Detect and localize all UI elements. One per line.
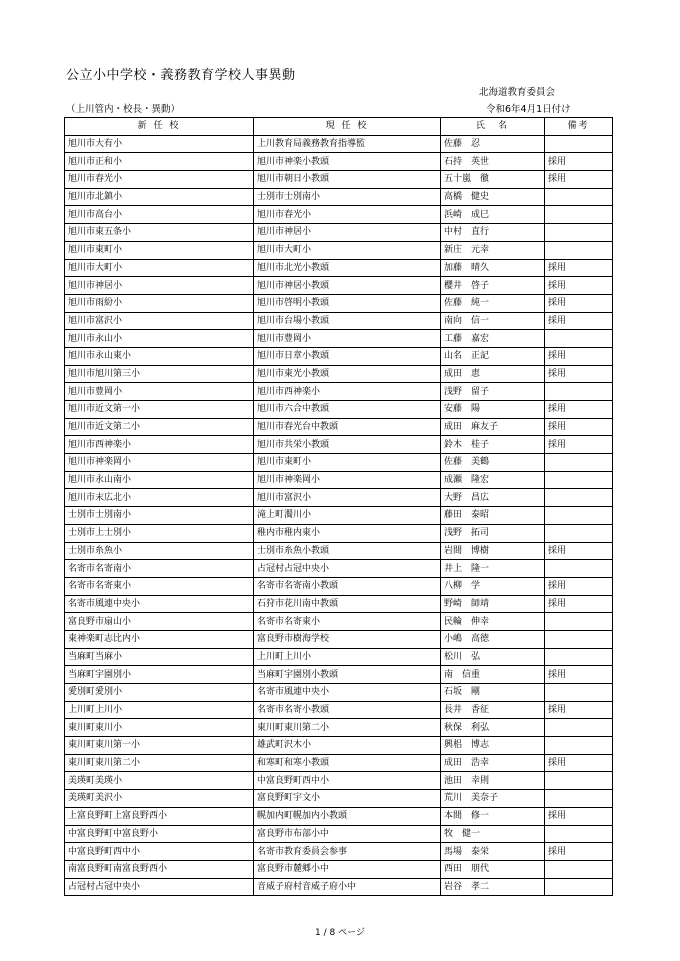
cell-current-school: 当麻町宇園別小教頭 <box>254 666 441 684</box>
cell-name: 大野 昌広 <box>441 489 545 507</box>
effective-date: 令和6年4月1日付け <box>486 104 571 115</box>
cell-remarks: 採用 <box>545 542 613 560</box>
cell-current-school: 旭川市朝日小教頭 <box>254 171 441 189</box>
column-header-current-school: 現 任 校 <box>254 118 441 136</box>
cell-name: 興梠 博志 <box>441 737 545 755</box>
cell-remarks <box>545 772 613 790</box>
cell-remarks: 採用 <box>545 277 613 295</box>
table-row <box>65 754 613 772</box>
table-row <box>65 365 613 383</box>
cell-current-school: 雄武町沢木小 <box>254 737 441 755</box>
cell-remarks: 採用 <box>545 418 613 436</box>
cell-name: 鈴木 桂子 <box>441 436 545 454</box>
cell-new-school: 東神楽町志比内小 <box>65 630 254 648</box>
cell-remarks: 採用 <box>545 153 613 171</box>
cell-name: 工藤 嘉宏 <box>441 330 545 348</box>
cell-name: 石坂 剛 <box>441 684 545 702</box>
table-row <box>65 224 613 242</box>
cell-current-school: 士別市糸魚小教頭 <box>254 542 441 560</box>
cell-new-school: 旭川市東町小 <box>65 241 254 259</box>
table-row <box>65 153 613 171</box>
cell-current-school: 名寄市名寄東小 <box>254 613 441 631</box>
cell-new-school: 士別市糸魚小 <box>65 542 254 560</box>
cell-new-school: 東川町東川第一小 <box>65 737 254 755</box>
cell-new-school: 中富良野町中富良野小 <box>65 825 254 843</box>
table-header-row <box>65 118 613 136</box>
page-number: 1 / 8 ページ <box>315 928 365 938</box>
cell-remarks: 採用 <box>545 294 613 312</box>
cell-current-school: 音威子府村音威子府小中 <box>254 878 441 896</box>
subtitle: （上川管内・校長・異動） <box>66 104 181 115</box>
cell-remarks: 採用 <box>545 843 613 861</box>
cell-current-school: 旭川市富沢小 <box>254 489 441 507</box>
table-row <box>65 294 613 312</box>
cell-remarks: 採用 <box>545 312 613 330</box>
cell-name: 櫻井 啓子 <box>441 277 545 295</box>
cell-name: 岩谷 孝二 <box>441 878 545 896</box>
table-row <box>65 241 613 259</box>
cell-remarks: 採用 <box>545 754 613 772</box>
cell-new-school: 名寄市風連中央小 <box>65 595 254 613</box>
cell-remarks <box>545 241 613 259</box>
cell-new-school: 当麻町宇園別小 <box>65 666 254 684</box>
table-row <box>65 401 613 419</box>
cell-name: 西田 朋代 <box>441 860 545 878</box>
cell-new-school: 占冠村占冠中央小 <box>65 878 254 896</box>
table-row <box>65 471 613 489</box>
cell-remarks <box>545 524 613 542</box>
table-row <box>65 188 613 206</box>
cell-remarks: 採用 <box>545 171 613 189</box>
cell-name: 佐藤 美鶴 <box>441 454 545 472</box>
cell-name: 安藤 陽 <box>441 401 545 419</box>
cell-name: 五十嵐 徹 <box>441 171 545 189</box>
cell-name: 小嶋 高徳 <box>441 630 545 648</box>
cell-remarks <box>545 454 613 472</box>
table-row <box>65 595 613 613</box>
cell-current-school: 旭川市神居小 <box>254 224 441 242</box>
cell-new-school: 上川町上川小 <box>65 701 254 719</box>
table-row <box>65 542 613 560</box>
cell-remarks <box>545 206 613 224</box>
cell-current-school: 旭川市大町小 <box>254 241 441 259</box>
table-row <box>65 507 613 525</box>
table-row <box>65 772 613 790</box>
cell-new-school: 美瑛町美瑛小 <box>65 772 254 790</box>
cell-name: 野崎 師靖 <box>441 595 545 613</box>
cell-new-school: 旭川市末広北小 <box>65 489 254 507</box>
cell-current-school: 滝上町濁川小 <box>254 507 441 525</box>
cell-current-school: 名寄市名寄小教頭 <box>254 701 441 719</box>
table-row <box>65 719 613 737</box>
cell-remarks: 採用 <box>545 347 613 365</box>
cell-name: 松川 弘 <box>441 648 545 666</box>
column-header-name: 氏 名 <box>441 118 545 136</box>
cell-new-school: 旭川市永山南小 <box>65 471 254 489</box>
cell-current-school: 稚内市稚内東小 <box>254 524 441 542</box>
cell-new-school: 旭川市永山小 <box>65 330 254 348</box>
cell-remarks <box>545 135 613 153</box>
table-row <box>65 206 613 224</box>
cell-name: 成田 麻友子 <box>441 418 545 436</box>
cell-remarks <box>545 613 613 631</box>
cell-current-school: 占冠村占冠中央小 <box>254 560 441 578</box>
cell-current-school: 旭川市東町小 <box>254 454 441 472</box>
table-row <box>65 436 613 454</box>
cell-name: 石持 英世 <box>441 153 545 171</box>
cell-remarks <box>545 489 613 507</box>
cell-remarks <box>545 878 613 896</box>
cell-current-school: 旭川市神楽岡小 <box>254 471 441 489</box>
cell-new-school: 南富良野町南富良野西小 <box>65 860 254 878</box>
cell-new-school: 旭川市雨紛小 <box>65 294 254 312</box>
cell-remarks: 採用 <box>545 401 613 419</box>
cell-new-school: 旭川市永山東小 <box>65 347 254 365</box>
cell-remarks <box>545 684 613 702</box>
cell-current-school: 中富良野町西中小 <box>254 772 441 790</box>
table-row <box>65 135 613 153</box>
cell-current-school: 旭川市東光小教頭 <box>254 365 441 383</box>
cell-new-school: 東川町東川第二小 <box>65 754 254 772</box>
table-row <box>65 171 613 189</box>
cell-name: 佐藤 純一 <box>441 294 545 312</box>
cell-current-school: 旭川市六合中教頭 <box>254 401 441 419</box>
column-header-remarks: 備考 <box>545 118 613 136</box>
cell-remarks <box>545 383 613 401</box>
cell-remarks <box>545 860 613 878</box>
cell-name: 荒川 美奈子 <box>441 790 545 808</box>
cell-current-school: 富良野町宇文小 <box>254 790 441 808</box>
table-row <box>65 524 613 542</box>
cell-name: 浅野 拓司 <box>441 524 545 542</box>
cell-name: 長井 香征 <box>441 701 545 719</box>
cell-new-school: 名寄市名寄東小 <box>65 577 254 595</box>
cell-current-school: 旭川市啓明小教頭 <box>254 294 441 312</box>
table-row <box>65 418 613 436</box>
cell-name: 佐藤 忍 <box>441 135 545 153</box>
cell-new-school: 旭川市近文第二小 <box>65 418 254 436</box>
table-row <box>65 790 613 808</box>
cell-name: 本間 修一 <box>441 807 545 825</box>
cell-new-school: 旭川市神居小 <box>65 277 254 295</box>
cell-current-school: 石狩市花川南中教頭 <box>254 595 441 613</box>
cell-remarks <box>545 648 613 666</box>
table-row <box>65 737 613 755</box>
cell-current-school: 名寄市風連中央小 <box>254 684 441 702</box>
cell-new-school: 旭川市大有小 <box>65 135 254 153</box>
cell-new-school: 旭川市富沢小 <box>65 312 254 330</box>
cell-new-school: 旭川市旭川第三小 <box>65 365 254 383</box>
table-row <box>65 701 613 719</box>
cell-remarks <box>545 560 613 578</box>
cell-name: 高橋 健史 <box>441 188 545 206</box>
cell-current-school: 富良野市樹海学校 <box>254 630 441 648</box>
cell-remarks: 採用 <box>545 807 613 825</box>
cell-new-school: 旭川市西神楽小 <box>65 436 254 454</box>
cell-new-school: 当麻町当麻小 <box>65 648 254 666</box>
cell-remarks <box>545 630 613 648</box>
table-row <box>65 347 613 365</box>
cell-name: 中村 直行 <box>441 224 545 242</box>
cell-new-school: 旭川市正和小 <box>65 153 254 171</box>
table-row <box>65 454 613 472</box>
cell-name: 井上 隆一 <box>441 560 545 578</box>
table-row <box>65 843 613 861</box>
cell-name: 浜崎 成巳 <box>441 206 545 224</box>
table-row <box>65 878 613 896</box>
table-row <box>65 860 613 878</box>
cell-new-school: 上富良野町上富良野西小 <box>65 807 254 825</box>
table-row <box>65 630 613 648</box>
table-body <box>65 135 613 896</box>
cell-current-school: 旭川市西神楽小 <box>254 383 441 401</box>
cell-name: 八柳 学 <box>441 577 545 595</box>
table-row <box>65 259 613 277</box>
cell-current-school: 旭川市北光小教頭 <box>254 259 441 277</box>
cell-new-school: 旭川市豊岡小 <box>65 383 254 401</box>
cell-remarks: 採用 <box>545 436 613 454</box>
cell-new-school: 旭川市大町小 <box>65 259 254 277</box>
table-row <box>65 383 613 401</box>
cell-name: 山名 正記 <box>441 347 545 365</box>
cell-name: 馬場 泰栄 <box>441 843 545 861</box>
cell-current-school: 旭川市春光小 <box>254 206 441 224</box>
cell-current-school: 旭川市豊岡小 <box>254 330 441 348</box>
cell-current-school: 富良野市麓郷小中 <box>254 860 441 878</box>
cell-remarks <box>545 790 613 808</box>
cell-name: 成田 恵 <box>441 365 545 383</box>
table-row <box>65 684 613 702</box>
cell-name: 南向 信一 <box>441 312 545 330</box>
cell-remarks <box>545 224 613 242</box>
cell-current-school: 旭川市神居小教頭 <box>254 277 441 295</box>
cell-current-school: 上川教育局義務教育指導監 <box>254 135 441 153</box>
cell-remarks <box>545 471 613 489</box>
cell-name: 藤田 泰昭 <box>441 507 545 525</box>
cell-remarks: 採用 <box>545 701 613 719</box>
cell-new-school: 旭川市東五条小 <box>65 224 254 242</box>
cell-current-school: 和寒町和寒小教頭 <box>254 754 441 772</box>
cell-current-school: 名寄市教育委員会参事 <box>254 843 441 861</box>
cell-name: 新庄 元幸 <box>441 241 545 259</box>
cell-current-school: 富良野市布部小中 <box>254 825 441 843</box>
cell-current-school: 士別市士別南小 <box>254 188 441 206</box>
cell-new-school: 士別市士別南小 <box>65 507 254 525</box>
cell-current-school: 旭川市神楽小教頭 <box>254 153 441 171</box>
cell-new-school: 旭川市神楽岡小 <box>65 454 254 472</box>
cell-name: 浅野 留子 <box>441 383 545 401</box>
cell-remarks: 採用 <box>545 259 613 277</box>
cell-new-school: 旭川市春光小 <box>65 171 254 189</box>
table-row <box>65 330 613 348</box>
column-header-new-school: 新 任 校 <box>65 118 254 136</box>
cell-name: 民輪 伸幸 <box>441 613 545 631</box>
cell-remarks <box>545 188 613 206</box>
cell-name: 南 信重 <box>441 666 545 684</box>
cell-new-school: 中富良野町西中小 <box>65 843 254 861</box>
cell-new-school: 旭川市北鎮小 <box>65 188 254 206</box>
cell-new-school: 美瑛町美沢小 <box>65 790 254 808</box>
cell-remarks <box>545 719 613 737</box>
cell-remarks <box>545 737 613 755</box>
cell-current-school: 旭川市共栄小教頭 <box>254 436 441 454</box>
table-row <box>65 613 613 631</box>
cell-remarks: 採用 <box>545 666 613 684</box>
cell-remarks <box>545 825 613 843</box>
cell-name: 成田 浩幸 <box>441 754 545 772</box>
cell-current-school: 東川町東川第二小 <box>254 719 441 737</box>
cell-name: 加藤 晴久 <box>441 259 545 277</box>
cell-current-school: 旭川市日章小教頭 <box>254 347 441 365</box>
cell-remarks: 採用 <box>545 595 613 613</box>
cell-new-school: 士別市上士別小 <box>65 524 254 542</box>
cell-current-school: 上川町上川小 <box>254 648 441 666</box>
cell-new-school: 富良野市扇山小 <box>65 613 254 631</box>
table-row <box>65 807 613 825</box>
cell-name: 秋保 利弘 <box>441 719 545 737</box>
cell-remarks: 採用 <box>545 577 613 595</box>
cell-current-school: 旭川市台場小教頭 <box>254 312 441 330</box>
cell-remarks <box>545 330 613 348</box>
table-row <box>65 277 613 295</box>
page-title: 公立小中学校・義務教育学校人事異動 <box>66 68 296 83</box>
cell-new-school: 愛別町愛別小 <box>65 684 254 702</box>
cell-current-school: 名寄市名寄南小教頭 <box>254 577 441 595</box>
cell-current-school: 幌加内町幌加内小教頭 <box>254 807 441 825</box>
table-row <box>65 577 613 595</box>
cell-new-school: 東川町東川小 <box>65 719 254 737</box>
table-row <box>65 489 613 507</box>
cell-name: 岩間 博樹 <box>441 542 545 560</box>
cell-current-school: 旭川市春光台中教頭 <box>254 418 441 436</box>
cell-name: 池田 幸則 <box>441 772 545 790</box>
cell-new-school: 旭川市近文第一小 <box>65 401 254 419</box>
cell-name: 成瀬 隆宏 <box>441 471 545 489</box>
cell-remarks <box>545 507 613 525</box>
table-row <box>65 666 613 684</box>
table-row <box>65 648 613 666</box>
cell-name: 牧 健一 <box>441 825 545 843</box>
cell-new-school: 名寄市名寄南小 <box>65 560 254 578</box>
cell-remarks: 採用 <box>545 365 613 383</box>
issuer: 北海道教育委員会 <box>479 87 556 98</box>
table-row <box>65 312 613 330</box>
cell-new-school: 旭川市高台小 <box>65 206 254 224</box>
table-row <box>65 825 613 843</box>
table-row <box>65 560 613 578</box>
personnel-table <box>64 117 613 896</box>
